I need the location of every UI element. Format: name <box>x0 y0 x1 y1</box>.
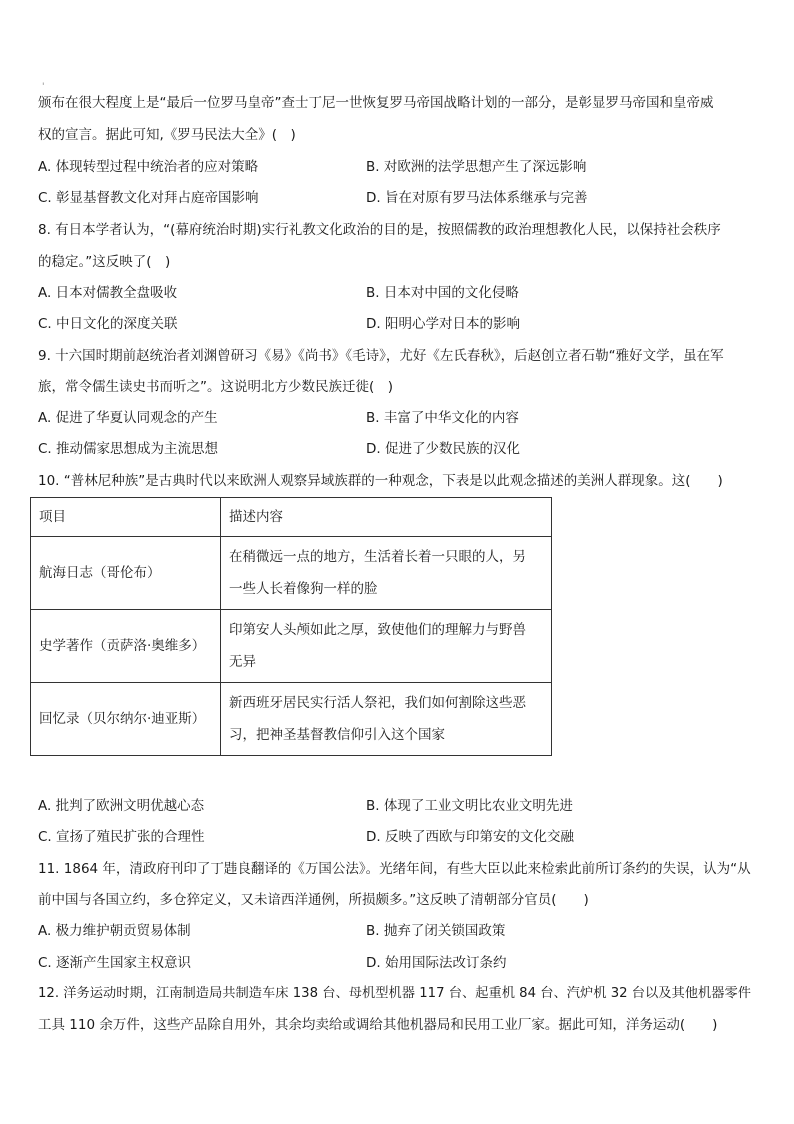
q12-stem-line2: 工具 110 余万件，这些产品除自用外，其余均卖给或调给其他机器局和民用工业厂家。据此可知，洋务运动( ) <box>38 1017 718 1033</box>
q11-option-d[interactable]: D. 始用国际法改订条约 <box>366 955 507 971</box>
q11-stem-line2: 前中国与各国立约，多仓猝定义，又未谙西洋通例，所损颇多。”这反映了清朝部分官员( ) <box>38 892 589 908</box>
table-cell-desc-line: 在稍微远一点的地方，生活着长着一只眼的人，另 <box>229 549 526 565</box>
q8-option-d[interactable]: D. 阳明心学对日本的影响 <box>366 316 520 332</box>
q8-option-c[interactable]: C. 中日文化的深度关联 <box>38 316 178 332</box>
q10-stem-line1: 10. “普林尼种族”是古典时代以来欧洲人观察异域族群的一种观念，下表是以此观念描述的美洲人群现象。这( ) <box>38 473 723 489</box>
q9-option-a[interactable]: A. 促进了华夏认同观念的产生 <box>38 410 218 426</box>
q8-stem-line2: 的稳定。”这反映了( ) <box>38 254 171 270</box>
table-row <box>31 683 552 756</box>
q7-option-b[interactable]: B. 对欧洲的法学思想产生了深远影响 <box>366 159 587 175</box>
q10-option-d[interactable]: D. 反映了西欧与印第安的文化交融 <box>366 829 574 845</box>
q12-stem-line1: 12. 洋务运动时期，江南制造局共制造车床 138 台、母机型机器 117 台、起重机 84 台、汽炉机 32 台以及其他机器零件 <box>38 986 752 1001</box>
q7-option-c[interactable]: C. 彰显基督教文化对拜占庭帝国影响 <box>38 190 259 206</box>
table-cell-desc-line: 无异 <box>229 654 256 670</box>
q10-table <box>30 497 552 756</box>
q10-option-c[interactable]: C. 宣扬了殖民扩张的合理性 <box>38 829 205 845</box>
table-cell-desc-line: 一些人长着像狗一样的脸 <box>229 581 378 597</box>
table-header-desc: 描述内容 <box>221 498 552 537</box>
table-cell-desc <box>221 683 552 756</box>
q7-stem-line1: 颁布在很大程度上是“最后一位罗马皇帝”查士丁尼一世恢复罗马帝国战略计划的一部分，是彰显罗马帝国和皇帝威 <box>38 95 714 111</box>
q9-option-c[interactable]: C. 推动儒家思想成为主流思想 <box>38 441 219 457</box>
table-row <box>31 610 552 683</box>
table-row <box>31 537 552 610</box>
q7-option-a[interactable]: A. 体现转型过程中统治者的应对策略 <box>38 159 259 175</box>
table-cell-desc <box>221 610 552 683</box>
q8-stem-line1: 8. 有日本学者认为，“(幕府统治时期)实行礼教文化政治的目的是，按照儒教的政治理想教化人民，以保持社会秩序 <box>38 222 721 238</box>
page-mark: ' <box>42 82 45 92</box>
q9-option-d[interactable]: D. 促进了少数民族的汉化 <box>366 441 520 457</box>
table-header-item: 项目 <box>31 498 221 537</box>
q11-option-b[interactable]: B. 抛弃了闭关锁国政策 <box>366 923 506 939</box>
q11-option-a[interactable]: A. 极力维护朝贡贸易体制 <box>38 923 191 939</box>
table-cell-desc-line: 习，把神圣基督教信仰引入这个国家 <box>229 727 445 743</box>
table-cell-item: 史学著作（贡萨洛·奥维多） <box>31 610 221 683</box>
q10-option-b[interactable]: B. 体现了工业文明比农业文明先进 <box>366 798 573 814</box>
table-cell-desc-line: 印第安人头颅如此之厚，致使他们的理解力与野兽 <box>229 622 526 638</box>
q11-stem-line1: 11. 1864 年，清政府刊印了丁韪良翻译的《万国公法》。光绪年间，有些大臣以此来检索此前所订条约的失误，认为“从 <box>38 861 751 877</box>
table-cell-item: 回忆录（贝尔纳尔·迪亚斯） <box>31 683 221 756</box>
q8-option-b[interactable]: B. 日本对中国的文化侵略 <box>366 285 519 301</box>
q11-option-c[interactable]: C. 逐渐产生国家主权意识 <box>38 955 192 971</box>
q7-option-d[interactable]: D. 旨在对原有罗马法体系继承与完善 <box>366 190 588 206</box>
table-cell-desc-line: 新西班牙居民实行活人祭祀，我们如何割除这些恶 <box>229 695 526 711</box>
table-cell-item: 航海日志（哥伦布） <box>31 537 221 610</box>
q8-option-a[interactable]: A. 日本对儒教全盘吸收 <box>38 285 178 301</box>
q7-stem-line2: 权的宣言。据此可知,《罗马民法大全》( ) <box>38 127 296 143</box>
q9-stem-line1: 9. 十六国时期前赵统治者刘渊曾研习《易》《尚书》《毛诗》，尤好《左氏春秋》，后赵创立者石勒“雅好文学，虽在军 <box>38 348 724 364</box>
q10-option-a[interactable]: A. 批判了欧洲文明优越心态 <box>38 798 205 814</box>
q9-stem-line2: 旅，常令儒生读史书而听之”。这说明北方少数民族迁徙( ) <box>38 379 394 395</box>
table-header-row <box>31 498 552 537</box>
table-cell-desc <box>221 537 552 610</box>
q9-option-b[interactable]: B. 丰富了中华文化的内容 <box>366 410 519 426</box>
